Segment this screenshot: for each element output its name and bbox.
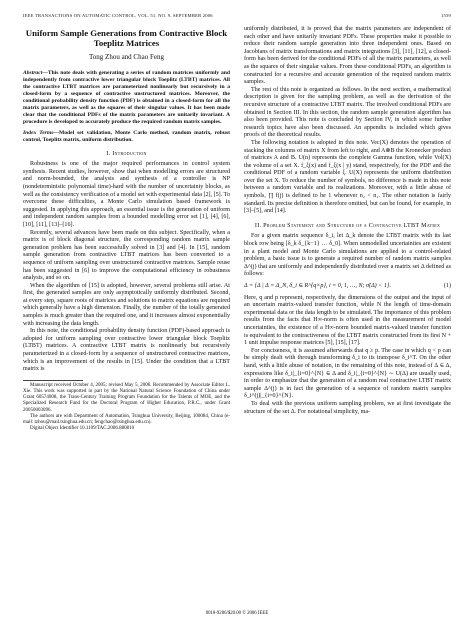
journal-header: IEEE TRANSACTIONS ON AUTOMATIC CONTROL, VOL. 51, NO. 9, SEPTEMBER 2006 bbox=[23, 13, 213, 18]
paragraph: In this note, the conditional probability density function (PDF)-based approach is adopted for uniform sampling over contractive lower triangular block Toeplitz (LTBT) matrices. A contractive LTBT matrix is nonlinearly but recursively parameterized in a closed-form by a sequence of unstructured contractive matrices, which is an improvement of the results in [15]. Under the condition that a LTBT matrix is bbox=[23, 328, 230, 373]
section-heading-problem-statement: II. Problem Statement and Structure of a Contractive LTBT Matrix bbox=[254, 222, 441, 229]
equation-1 bbox=[244, 283, 451, 291]
paragraph: For a given matrix sequence δ_i, let Δ_k denote the LTBT matrix with its last block row being [δ_k δ_{k−1} … δ_0]. When unmodelled uncertainties are existent in a plant model and Monte Carlo simulations are applied to a control-related problem, a basic issue is to generate a required number of random matrix samples Δ^(j) that are uniformly and independently distributed over a matrix set Δ defined as follows: bbox=[244, 233, 451, 278]
paragraph: Recently, several advances have been made on this subject. Specifically, when a matrix is of block diagonal structure, the corresponding random matrix sample generation problem has been successfully solved in [3] and [4]. In [15], random sample generation from contractive LTBT matrices has been converted to a sequence of uniform sampling over unstructured contractive matrices. Sample reuse has been suggested in [6] to improve the computational efficiency in robustness analysis, and so on. bbox=[23, 229, 230, 282]
index-terms bbox=[23, 130, 230, 144]
paragraph: When the algorithm of [15] is adopted, however, several problems still arise. At first, the generated samples are only asymptotically uniformly distributed. Second, at every step, square roots of matrices and solutions to matrix equations are required which generally have a high dimension. Finally, the number of the totally generated samples is much greater than the required one, and it increases almost exponentially with increasing the data length. bbox=[23, 282, 230, 327]
footnote-divider bbox=[23, 380, 83, 381]
page-number: 1559 bbox=[441, 13, 451, 18]
paragraph: For conciseness, it is assumed afterwards that q ≥ p. The case in which q < p can be simply dealt with through transforming δ_i to its transpose δ_i^T. On the other hand, with a little abuse of notation, in the remaining of this note, instead of Δ ∈ Δ, expressions like δ_i|_{i=0}^{N} ∈ Δ and δ_i|_{i=0}^{N} ∼ U(Δ) are usually used, in order to emphasize that the generation of a random real contractive LTBT matrix sample Δ^(j) is in fact the generation of a sequence of random matrix samples δ_i^(j)|_{i=0}^{N}. bbox=[244, 347, 451, 400]
equation-body: Δ = {Δ | Δ = Δ_N, δ_i ∈ R^{q×p}, i = 0, 1, …, N; σ̄(Δ) < 1}. bbox=[244, 283, 391, 289]
paragraph: uniformly distributed, it is proved that the matrix parameters are independent of each other and have unitarily invariant PDFs. These properties make it possible to reduce their random sample generation into three independent ones. Based on Jacobians of matrix transformations and matrix integrations [3], [11], [12], a closed-form has been derived for the conditional PDFs of all the matrix parameters, as well as the squares of their singular values. From these conditional PDFs, an algorithm is constructed for a recursive and accurate generation of the required random matrix samples. bbox=[244, 26, 451, 86]
footnote-manuscript: Manuscript received October 4, 2005; revised May 5, 2006. Recommended by Associate Editor L. Xie. This work was supported in part by the National Natural Science Foundation of China under Grant 60574008, the Trans-Century Training Program Foundation for the Talents of MOE, and the Specialized Research Fund for the Doctoral Program of Higher Education, P.R.C., under Grant 20050003096. bbox=[23, 382, 230, 413]
abstract bbox=[23, 70, 230, 126]
paragraph: The rest of this note is organized as follows. In the next section, a mathematical description is given for the sampling problem, as well as the derivation of the recursive structure of a contractive LTBT matrix. The involved conditional PDFs are obtained in Section III. In this section, the random sample generation algorithm has also been provided. This note is concluded by Section IV, in which some further research topics have also been discussed. An appendix is included which gives proofs of the theoretical results. bbox=[244, 86, 451, 139]
abstract-text: This note deals with generating a series of random matrices uniformly and independently from contractive lower triangular block Toeplitz (LTBT) matrices. All the contractive LTBT matrices are parameterized nonlinearly but recursively in a closed-form by a sequence of contractive unstructured matrices. Moreover, the conditional probability density function (PDF) is obtained in a closed-form for all the matrix parameters, as well as the squares of their singular values. It has been made clear that the conditional PDFs of the matrix parameters are unitarily invariant. A procedure is developed to accurately produce the required random matrix samples. bbox=[23, 69, 230, 125]
footnote-doi: Digital Object Identifier 10.1109/TAC.2006.880810 bbox=[30, 426, 135, 432]
left-column bbox=[23, 26, 230, 432]
paragraph: Here, q and p represent, respectively, the dimensions of the output and the input of an uncertain matrix-valued transfer function, while N the length of time-domain experimental data or the data length to be simulated. The importance of this problem results from the facts that H∞-norm is often used in the measurement of model uncertainties, the existence of a H∞-norm bounded matrix-valued transfer function is equivalent to the contractiveness of the LTBT matrix constructed from its first N + 1 unit impulse response matrices [5], [15], [17]. bbox=[244, 294, 451, 347]
index-terms-text: Model set validation, Monte Carlo method, random matrix, robust control, Toeplitz matrix, uniform distribution. bbox=[23, 129, 231, 143]
paper-title: Uniform Sample Generations from Contractive Block Toeplitz Matrices bbox=[25, 28, 228, 48]
paragraph: The following notation is adopted in this note. Vec(X) denotes the operation of stacking the columns of matrix X from left to right, and A⊗B the Kronecker product of matrices A and B. U(n) represents the complete Gamma function, while Vol(X) the volume of a set X. f_ξ(x) and f_ξ(x | y) stand, respectively, for the PDF and the conditional PDF of a random variable ξ. U(X) represents the uniform distribution over the set X. To reduce the number of symbols, no difference is made in this note between a random variable and its realizations. Moreover, with a little abuse of symbols, ∏ f(j) is defined to be 1 whenever n₂ < n₁. The other notation is fairly standard. Its precise definition is therefore omitted, but can be found, for example, in [3]–[5], and [14]. bbox=[244, 139, 451, 215]
index-terms-label: Index Terms— bbox=[23, 129, 59, 136]
section-heading-introduction: I. Introduction bbox=[106, 150, 147, 157]
footnote-authors: The authors are with Department of Automation, Tsinghua University, Beijing, 100084, China (e-mail: tzhou@mail.tsinghua.edu.cn; fengchao@tsinghua.edu.cn). bbox=[23, 413, 230, 426]
right-column bbox=[244, 26, 451, 416]
abstract-label: Abstract— bbox=[23, 69, 48, 76]
equation-number: (1) bbox=[443, 283, 451, 289]
paper-authors: Tong Zhou and Chao Feng bbox=[89, 53, 164, 61]
copyright-code: 0018-9286/$20.00 © 2006 IEEE bbox=[205, 611, 269, 616]
paragraph: Robustness is one of the major required performances in control system synthesis. Recent studies, however, show that when modelling errors are structured and norm-bounded, the analysis and synthesis of a controller is NP (nondeterministic polynomial time)-hard with the number of uncertainty blocks, as well as the consistency verification of a model set with experimental data [2], [5]. To overcome these difficulties, a Monte Carlo simulation based framework is suggested. In applying this approach, an essential issue is the generation of uniform and independent random samples from a bounded modelling error set [1], [4], [6], [10], [11], [13]–[16]. bbox=[23, 161, 230, 228]
paragraph: To deal with the previous uniform sampling problem, we at first investigate the structure of the set Δ. For notational simplicity, ma- bbox=[244, 400, 451, 415]
